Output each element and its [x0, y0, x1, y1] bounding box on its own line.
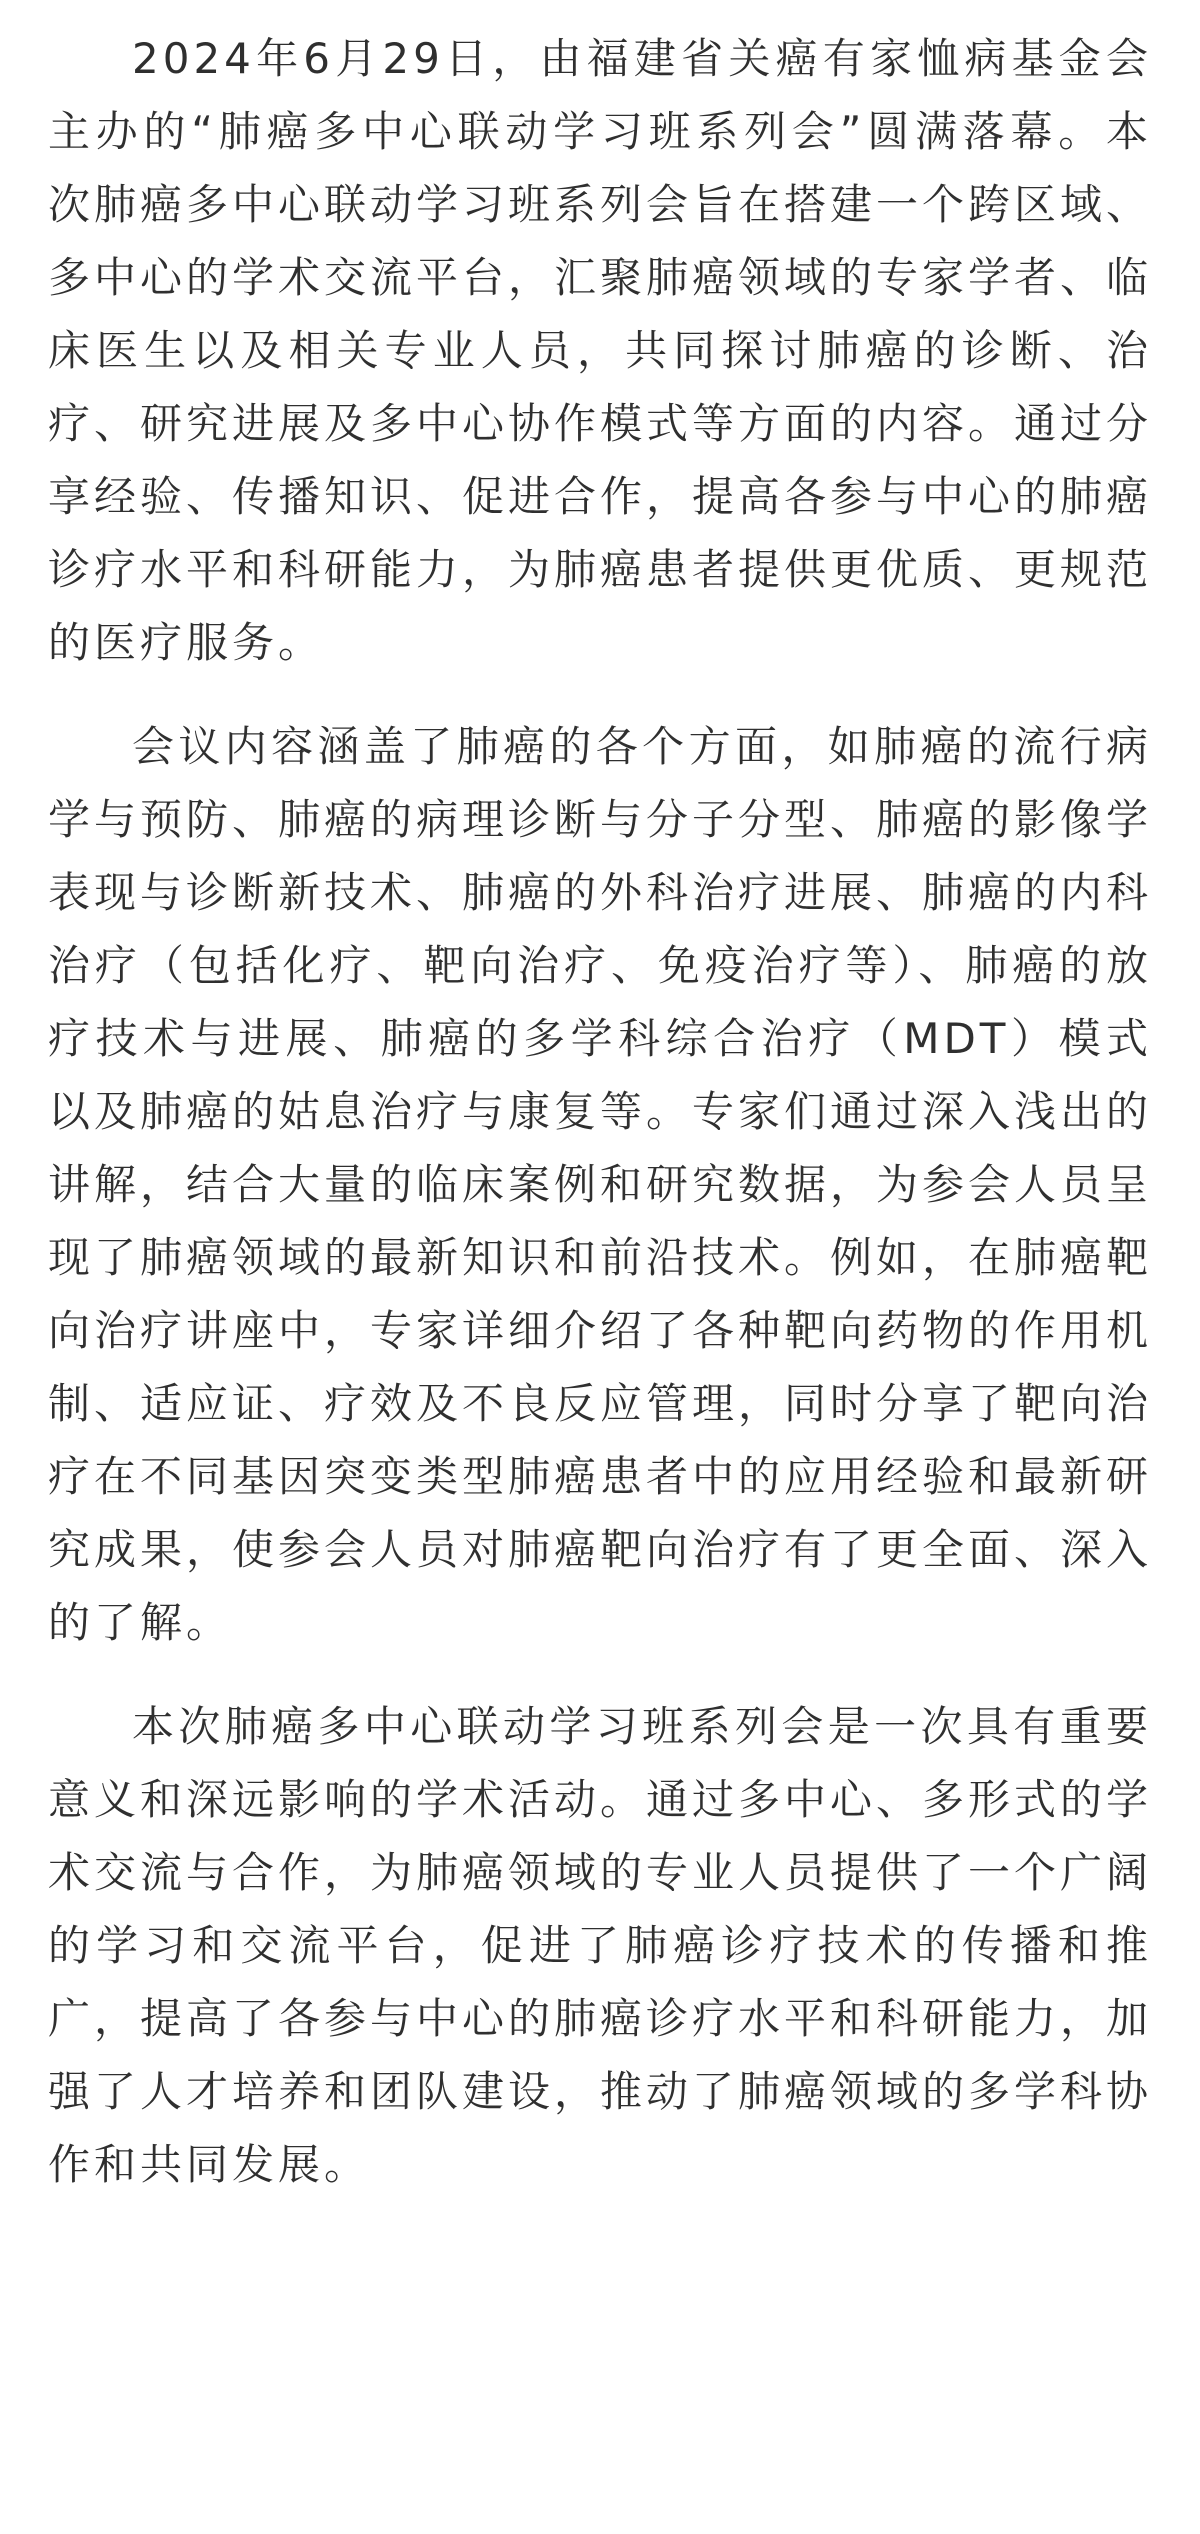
paragraph-intro: 2024年6月29日，由福建省关癌有家恤病基金会主办的“肺癌多中心联动学习班系列会”圆满落幕。本次肺癌多中心联动学习班系列会旨在搭建一个跨区域、多中心的学术交流平台，汇聚肺癌领域的专家学者、临床医生以及相关专业人员，共同探讨肺癌的诊断、治疗、研究进展及多中心协作模式等方面的内容。通过分享经验、传播知识、促进合作，提高各参与中心的肺癌诊疗水平和科研能力，为肺癌患者提供更优质、更规范的医疗服务。: [48, 34, 1153, 667]
paragraph-conclusion: 本次肺癌多中心联动学习班系列会是一次具有重要意义和深远影响的学术活动。通过多中心、多形式的学术交流与合作，为肺癌领域的专业人员提供了一个广阔的学习和交流平台，促进了肺癌诊疗技术的传播和推广，提高了各参与中心的肺癌诊疗水平和科研能力，加强了人才培养和团队建设，推动了肺癌领域的多学科协作和共同发展。: [48, 1702, 1153, 2189]
paragraph-content: 会议内容涵盖了肺癌的各个方面，如肺癌的流行病学与预防、肺癌的病理诊断与分子分型、肺癌的影像学表现与诊断新技术、肺癌的外科治疗进展、肺癌的内科治疗（包括化疗、靶向治疗、免疫治疗等）、肺癌的放疗技术与进展、肺癌的多学科综合治疗（MDT）模式以及肺癌的姑息治疗与康复等。专家们通过深入浅出的讲解，结合大量的临床案例和研究数据，为参会人员呈现了肺癌领域的最新知识和前沿技术。例如，在肺癌靶向治疗讲座中，专家详细介绍了各种靶向药物的作用机制、适应证、疗效及不良反应管理，同时分享了靶向治疗在不同基因突变类型肺癌患者中的应用经验和最新研究成果，使参会人员对肺癌靶向治疗有了更全面、深入的了解。: [48, 722, 1153, 1647]
